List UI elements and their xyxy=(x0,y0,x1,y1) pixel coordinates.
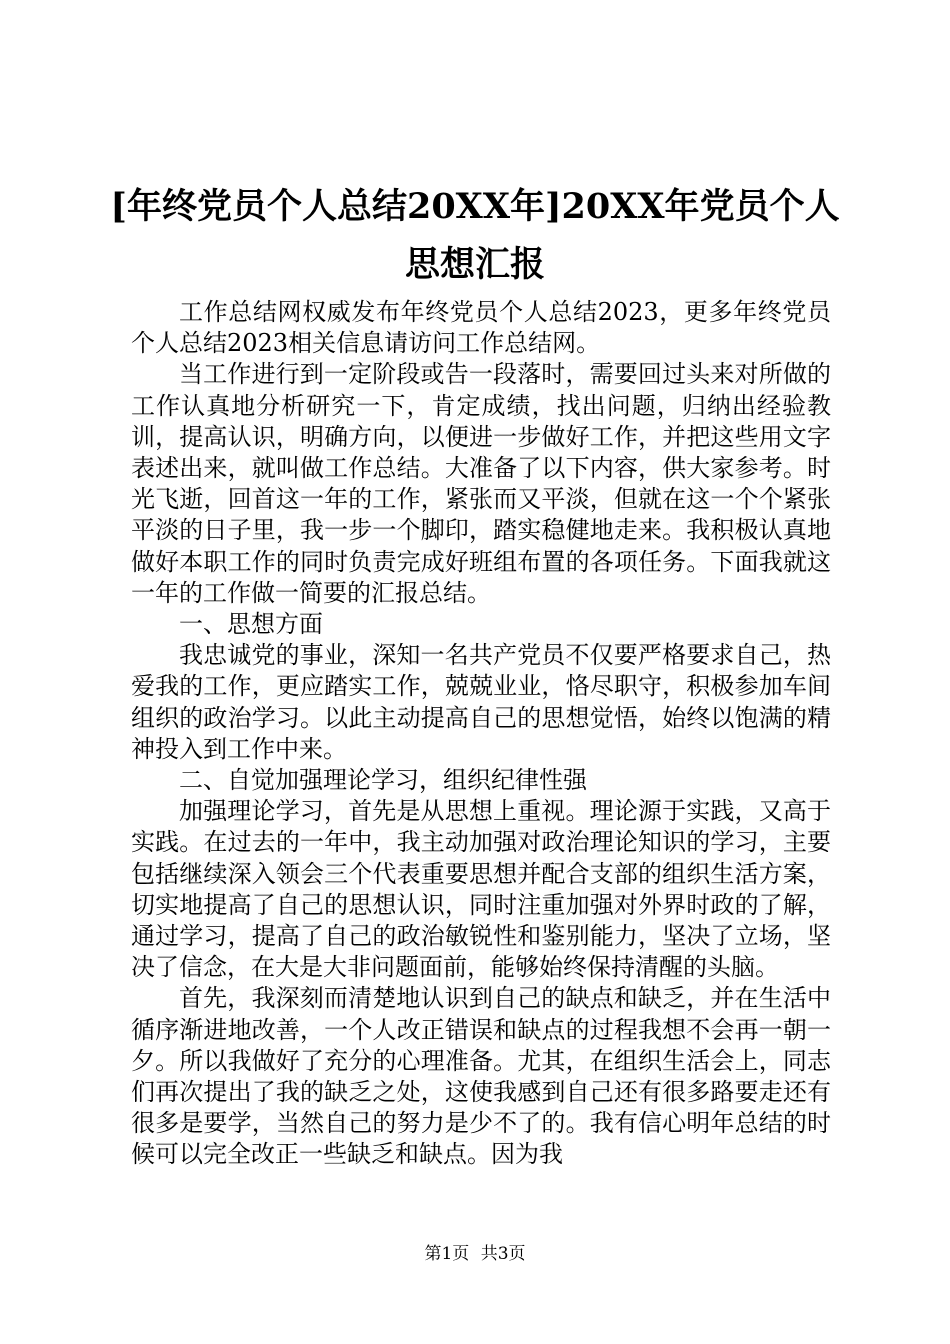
paragraph-thought: 我忠诚党的事业，深知一名共产党员不仅要严格要求自己，热爱我的工作，更应踏实工作，兢兢业业，恪尽职守，积极参加车间组织的政治学习。以此主动提高自己的思想觉悟，始终以饱满的精神投入到工作中来。 xyxy=(131,641,831,763)
page-number: 第1页 xyxy=(424,1244,470,1264)
paragraph-theory: 加强理论学习，首先是从思想上重视。理论源于实践，又高于实践。在过去的一年中，我主动加强对政治理论知识的学习，主要包括继续深入领会三个代表重要思想并配合支部的组织生活方案，切实地提高了自己的思想认识，同时注重加强对外界时政的了解，通过学习，提高了自己的政治敏锐性和鉴别能力，坚决了立场，坚决了信念，在大是大非问题面前，能够始终保持清醒的头脑。 xyxy=(131,797,831,982)
paragraph-shortcomings: 首先，我深刻而清楚地认识到自己的缺点和缺乏，并在生活中循序渐进地改善，一个人改正错误和缺点的过程我想不会再一朝一夕。所以我做好了充分的心理准备。尤其，在组织生活会上，同志们再次提出了我的缺乏之处，这使我感到自己还有很多路要走还有很多是要学，当然自己的努力是少不了的。我有信心明年总结的时候可以完全改正一些缺乏和缺点。因为我 xyxy=(131,984,831,1169)
section-heading-theory: 二、自觉加强理论学习，组织纪律性强 xyxy=(179,766,587,795)
document-title: [年终党员个人总结20XX年]20XX年党员个人思想汇报 xyxy=(110,186,840,285)
paragraph-intro: 工作总结网权威发布年终党员个人总结2023，更多年终党员个人总结2023相关信息请访问工作总结网。 xyxy=(131,298,831,358)
document-body xyxy=(131,297,831,1171)
section-heading-thought: 一、思想方面 xyxy=(179,610,323,639)
page-footer xyxy=(0,1244,950,1264)
page-total: 共3页 xyxy=(480,1244,526,1264)
paragraph-summary: 当工作进行到一定阶段或告一段落时，需要回过头来对所做的工作认真地分析研究一下，肯定成绩，找出问题，归纳出经验教训，提高认识，明确方向，以便进一步做好工作，并把这些用文字表述出来，就叫做工作总结。大准备了以下内容，供大家参考。时光飞逝，回首这一年的工作，紧张而又平淡，但就在这一个个紧张平淡的日子里，我一步一个脚印，踏实稳健地走来。我积极认真地做好本职工作的同时负责完成好班组布置的各项任务。下面我就这一年的工作做一简要的汇报总结。 xyxy=(131,360,831,607)
